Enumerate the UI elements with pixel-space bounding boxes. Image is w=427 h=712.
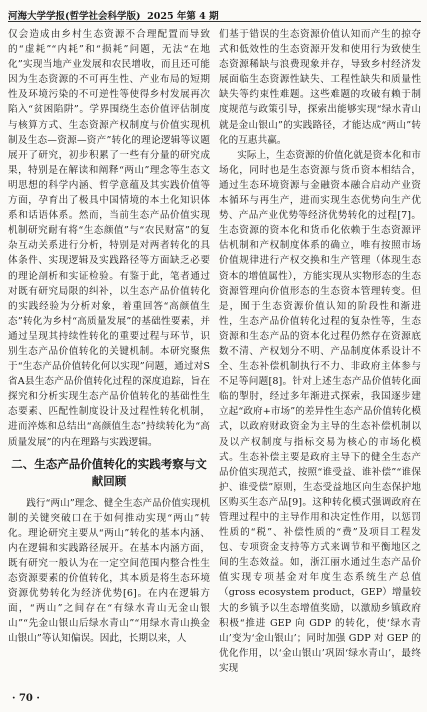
- paragraph-continued: 们基于错误的生态资源价值认知而产生的掠夺式和低效性的生态资源开发和使用行为致使生态资源稀缺与浪费现象并存，导致乡村经济发展面临生态资源性缺失、工程性缺失和质量性缺失等约束性难题。这些难题的攻破有赖于制度规范与政策引导，探索出能够实现“绿水青山就是金山银山”的实践路径，才能达成“两山”转化的互惠共赢。: [219, 29, 421, 146]
- section-heading: 二、生态产品价值转化的实践考察与文献回顾: [11, 456, 207, 488]
- right-column: [219, 27, 421, 689]
- paragraph-section-start: 践行“两山”理念、健全生态产品价值实现机制的关键突破口在于如何推动实现“两山”转化。理论研究主要从“两山”转化的基本内涵、内在逻辑和实践路径展开。在基本内涵方面，既有研究一般认为在一定空间范围内整合性生态资源要素的价值转化，其本质是将生态环境资源优势转化为经济优势[6]。在内在逻辑方面，“两山”之间存在“有绿水青山无金山银山”“先金山银山后绿水青山”“用绿水青山换金山银山”等认知偏误。因此，长期以来，人: [8, 497, 210, 645]
- paragraph-intro-continued: 仅会造成由乡村生态资源不合理配置而导致的“虚耗”“内耗”和“损耗”问题，无法“在地化”实现当地产业发展和农民增收，而且还可能因为生态资源的不可再生性、产业布局的短期性及环境污染的不可逆性等使得乡村发展再次陷入“贫困陷阱”。学界围绕生态价值评估制度与核算方式、生态资源产权制度与价值实现机制及生态—资源—资产”转化的理论逻辑等议题展开了研究，初步积累了一些有分量的研究成果，特别是在解读和阐释“两山”理念等生态文明思想的科学内涵、哲学意蕴及其实践价值等方面，孕育出了极具中国情境的本土化知识体系和话语体系。然而，当前生态产品价值实现机制研究耐有将“生态颜值”与“农民财富”的复杂互动关系进行分析，特别是对两者转化的具体条件、实现逻辑及实践路径等方面缺乏必要的理论剖析和实证检验。有鉴于此，笔者通过对既有研究局限的纠补，以生态产品价值转化的实践经验为分析对象，着重回答“高颜值生态”转化为乡村“高质量发展”的基础性要素，并通过呈现其持续性转化的重要过程与环节，识别生态产品价值转化的关键机制。本研究聚焦于“生态产品价值转化何以实现”问题，通过对S省A县生态产品价值转化过程的深度追踪，旨在探究和分析实现生态产品价值转化的基础性生态要素、匹配性制度设计及过程性转化机制，进而淬炼和总结出“高颜值生态”持续转化为“高质量发展”的内在理路与实践逻辑。: [8, 29, 210, 448]
- issue-label: 2025 年第 4 期: [147, 11, 219, 22]
- header-rule: [8, 21, 421, 22]
- body-columns: [8, 27, 421, 689]
- left-column: [8, 27, 210, 689]
- journal-name: 河海大学学报(哲学社会科学版): [8, 11, 141, 22]
- page-number: · 70 ·: [12, 693, 40, 704]
- paragraph-capitalization: 实际上，生态资源的价值化就是资本化和市场化，同时也是生态资源与货币资本相结合，通过生态环境资源与金融资本融合启动产业资本循环与再生产，进而实现生态优势向生产优势、产品产业优势等经济优势转化的过程[7]。生态资源的资本化和货币化依赖于生态资源评估机制和产权制度体系的确立，唯有按照市场价值规律进行产权交换和生产管理（体现生态资本的增值属性），方能实现从实物形态的生态资源管理向价值形态的生态资本管理转变。但是，囿于生态资源价值认知的阶段性和渐进性，生态产品价值转化过程的复杂性等，生态资源和生态产品的资本化过程仍然存在资源底数不清、产权划分不明、产品制度体系设计不全、生态补偿机制执行不力、非政府主体参与不足等问题[8]。针对上述生态产品价值转化面临的掣肘，经过多年渐进式探索，我国逐步建立起“政府+市场”的差异性生态产品价值转化模式，以政府财政资金为主导的生态补偿机制以及以产权制度与指标交易为核心的市场化模式。生态补偿主要是政府主导下的健全生态产品价值实现范式，按照“谁受益、谁补偿”“谁保护、谁受偿”原则，生态受益地区向生态保护地区购买生态产品[9]。这种转化模式强调政府在管理过程中的主导作用和决定性作用，以惩罚性质的“税”、补偿性质的“费”及项目工程发包、专项资金支持等方式来调节和平衡地区之间的生态效益。如，浙江丽水通过生态产品价值实现专项基金对年度生态系统生产总值（gross ecosystem product，GEP）增量较大的乡镇予以生态增值奖励，以激励乡镇政府积极“推进 GEP 向 GDP 的转化，使‘绿水青山’变为‘金山银山’；同时加强 GDP 对 GEP 的优化作用，以‘金山银山’巩固‘绿水青山’，最终实现: [219, 149, 421, 674]
- running-header: [0, 0, 427, 24]
